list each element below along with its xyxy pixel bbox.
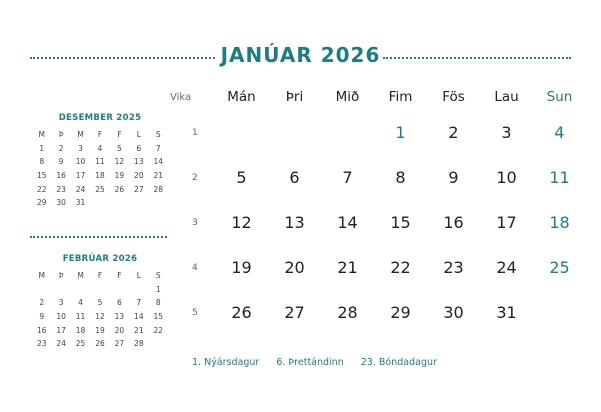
mini-date: 3 <box>58 298 64 308</box>
mini-date: 27 <box>114 339 125 349</box>
mini-date: 17 <box>75 171 86 181</box>
mini-date: 2 <box>58 143 64 153</box>
mini-date: 15 <box>153 312 164 322</box>
mini-day-header: F <box>97 271 103 281</box>
date-cell <box>321 110 374 155</box>
mini-date: 8 <box>155 298 161 308</box>
date-cell: 7 <box>342 168 353 187</box>
mini-date: 11 <box>95 157 105 167</box>
date-cell: 23 <box>443 258 464 277</box>
mini-day-header: S <box>155 130 161 140</box>
mini-date <box>110 196 129 210</box>
date-cell: 16 <box>443 213 464 232</box>
mini-date: 9 <box>58 157 64 167</box>
date-cell <box>215 110 268 155</box>
mini-day-header: Þ <box>58 130 64 140</box>
mini-calendar-prev-grid <box>32 128 168 210</box>
mini-date: 22 <box>36 184 47 194</box>
mini-date: 12 <box>95 312 105 322</box>
date-cell: 5 <box>236 168 247 187</box>
mini-calendar-prev <box>32 113 168 210</box>
mini-calendar-prev-title: DESEMBER 2025 <box>58 113 142 123</box>
mini-day-header: S <box>155 271 161 281</box>
mini-day-header: M <box>38 271 45 281</box>
mini-day-header: F <box>97 130 103 140</box>
day-header-sunday: Sun <box>546 89 573 105</box>
week-number: 2 <box>192 172 198 183</box>
date-cell: 10 <box>496 168 517 187</box>
mini-date: 26 <box>95 339 105 349</box>
mini-date: 16 <box>36 325 47 335</box>
date-cell: 22 <box>390 258 411 277</box>
date-cell-sunday: 25 <box>549 258 570 277</box>
day-header: Mið <box>335 89 360 105</box>
mini-date: 1 <box>155 284 161 294</box>
date-cell: 17 <box>496 213 517 232</box>
date-cell: 29 <box>390 303 411 322</box>
mini-date: 14 <box>134 312 144 322</box>
mini-date: 13 <box>134 157 144 167</box>
mini-date: 6 <box>117 298 122 308</box>
mini-date <box>129 196 148 210</box>
mini-day-header: F <box>117 130 122 140</box>
mini-date: 16 <box>56 171 66 181</box>
mini-date: 2 <box>39 298 45 308</box>
week-column-header: Vika <box>170 91 192 103</box>
week-number: 3 <box>192 217 198 228</box>
mini-date <box>149 196 168 210</box>
date-cell: 31 <box>496 303 517 322</box>
holiday-item: 6. Þrettándinn <box>276 357 344 368</box>
mini-date: 31 <box>75 198 86 208</box>
date-cell: 8 <box>395 168 406 187</box>
date-cell: 2 <box>448 123 459 142</box>
date-cell: 9 <box>448 168 459 187</box>
date-cell: 20 <box>284 258 305 277</box>
mini-date: 21 <box>134 325 144 335</box>
mini-date: 10 <box>75 157 86 167</box>
week-number: 5 <box>192 307 198 318</box>
mini-date: 11 <box>75 312 86 322</box>
mini-date: 8 <box>39 157 45 167</box>
mini-date: 5 <box>117 143 122 153</box>
date-cell: 26 <box>231 303 252 322</box>
mini-date: 23 <box>56 184 66 194</box>
mini-day-header: L <box>136 271 141 281</box>
mini-day-header: M <box>77 271 84 281</box>
month-title: JANÚAR 2026 <box>220 43 381 67</box>
mini-date: 27 <box>134 184 144 194</box>
date-cell: 30 <box>443 303 464 322</box>
mini-date <box>129 283 148 297</box>
mini-date: 26 <box>114 184 125 194</box>
date-cell: 27 <box>284 303 305 322</box>
week-number: 4 <box>192 262 198 273</box>
mini-date: 9 <box>39 312 45 322</box>
date-cell: 12 <box>231 213 252 232</box>
week-row <box>170 200 586 245</box>
day-header: Þri <box>285 89 304 105</box>
mini-date <box>71 283 90 297</box>
date-cell: 6 <box>289 168 300 187</box>
week-row <box>170 290 586 335</box>
mini-date: 23 <box>36 339 47 349</box>
date-cell: 15 <box>390 213 411 232</box>
date-cell-holiday: 1 <box>395 123 406 142</box>
mini-date: 24 <box>75 184 86 194</box>
mini-date: 19 <box>95 325 105 335</box>
date-cell: 14 <box>337 213 358 232</box>
date-cell: 13 <box>284 213 305 232</box>
holiday-legend <box>192 357 451 368</box>
mini-date: 30 <box>56 198 66 208</box>
mini-date <box>110 283 129 297</box>
date-cell-sunday: 11 <box>549 168 570 187</box>
mini-date: 25 <box>95 184 105 194</box>
week-number: 1 <box>192 127 198 138</box>
mini-date: 15 <box>36 171 47 181</box>
main-calendar-grid <box>170 84 586 335</box>
mini-date: 3 <box>78 143 83 153</box>
mini-date: 13 <box>114 312 125 322</box>
mini-date: 22 <box>153 325 164 335</box>
mini-date: 25 <box>75 339 86 349</box>
mini-date: 17 <box>56 325 66 335</box>
holiday-item: 1. Nýársdagur <box>192 357 260 368</box>
mini-date <box>32 283 51 297</box>
date-cell: 28 <box>337 303 358 322</box>
mini-date: 19 <box>114 171 125 181</box>
date-cell: 19 <box>231 258 252 277</box>
mini-date: 7 <box>136 298 142 308</box>
mini-date: 5 <box>97 298 103 308</box>
mini-day-header: Þ <box>58 271 64 281</box>
mini-date: 24 <box>56 339 66 349</box>
date-cell-sunday: 18 <box>549 213 570 232</box>
week-row <box>170 155 586 200</box>
mini-date: 4 <box>97 143 103 153</box>
mini-date: 12 <box>114 157 125 167</box>
mini-calendar-next <box>32 254 168 351</box>
mini-date: 18 <box>95 171 105 181</box>
mini-date <box>149 337 168 351</box>
day-header: Lau <box>494 89 519 105</box>
mini-date: 28 <box>134 339 144 349</box>
week-row <box>170 110 586 155</box>
mini-date: 28 <box>153 184 164 194</box>
mini-date: 18 <box>75 325 86 335</box>
mini-date: 1 <box>39 143 45 153</box>
date-cell: 21 <box>337 258 358 277</box>
date-cell: 3 <box>501 123 512 142</box>
mini-day-header: M <box>77 130 84 140</box>
mini-calendar-next-grid <box>32 269 168 351</box>
mini-date: 29 <box>36 198 47 208</box>
day-header: Fim <box>388 89 413 105</box>
mini-date <box>51 283 70 297</box>
day-header: Fös <box>442 89 465 105</box>
date-cell-sunday <box>533 290 586 335</box>
mini-date: 10 <box>56 312 66 322</box>
day-header: Mán <box>227 89 256 105</box>
mini-date <box>90 283 109 297</box>
date-cell <box>268 110 321 155</box>
mini-date: 6 <box>136 143 142 153</box>
mini-day-header: F <box>117 271 122 281</box>
main-calendar <box>170 84 586 335</box>
mini-day-header: M <box>38 130 45 140</box>
mini-calendar-next-title: FEBRÚAR 2026 <box>62 254 138 264</box>
mini-date: 21 <box>153 171 164 181</box>
mini-date: 20 <box>134 171 144 181</box>
date-cell: 24 <box>496 258 517 277</box>
holiday-item: 23. Bóndadagur <box>360 357 437 368</box>
mini-date: 7 <box>155 143 161 153</box>
mini-day-header: L <box>136 130 141 140</box>
mini-date: 14 <box>153 157 164 167</box>
mini-date <box>90 196 109 210</box>
mini-date: 20 <box>114 325 125 335</box>
date-cell-sunday: 4 <box>554 123 565 142</box>
mini-divider <box>30 236 167 238</box>
week-row <box>170 245 586 290</box>
mini-date: 4 <box>78 298 83 308</box>
